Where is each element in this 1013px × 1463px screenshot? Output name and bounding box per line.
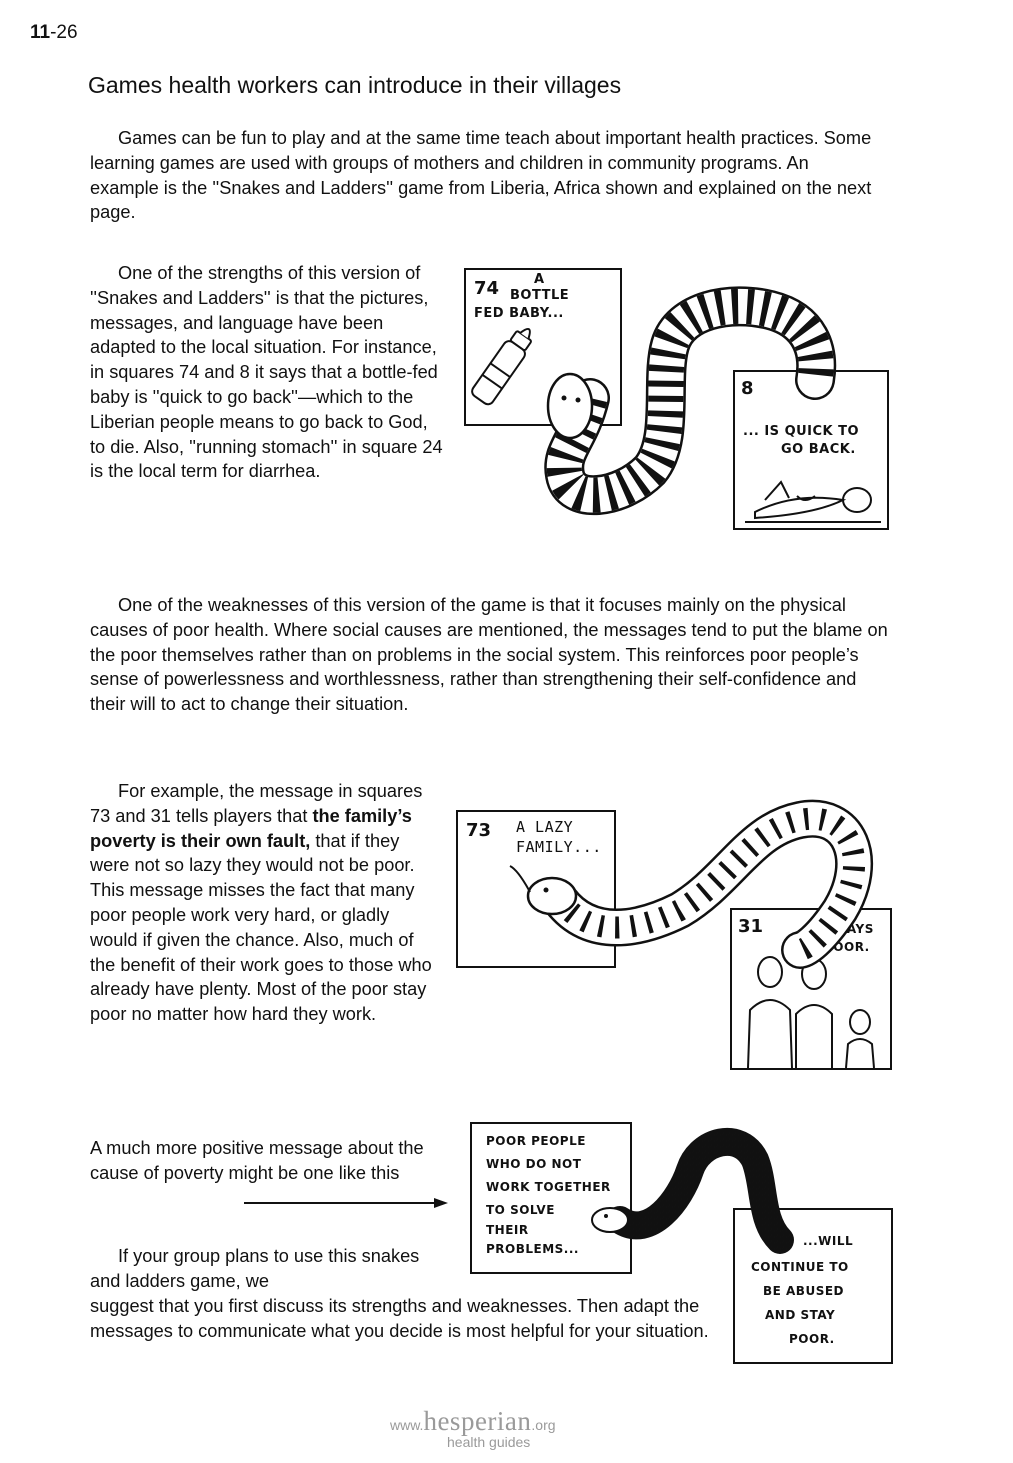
page-number: 11-26 <box>30 22 78 43</box>
caption-line: STAYS <box>830 922 874 936</box>
caption-line: POOR PEOPLE <box>486 1134 586 1148</box>
caption-line: BOTTLE <box>510 288 570 303</box>
caption-line: ... IS QUICK TO <box>743 424 860 439</box>
square-number: 8 <box>741 378 754 399</box>
caption-line: POOR. <box>789 1332 835 1346</box>
caption-line: A <box>534 272 545 287</box>
caption-line: THEIR <box>486 1223 529 1237</box>
caption-line: GO BACK. <box>781 442 856 457</box>
scaly-snake-3 <box>580 1130 840 1270</box>
striped-snake-1 <box>470 280 890 540</box>
example-paragraph: For example, the message in squares 73 and 31 tells players that the family’s poverty is their own fault, that if they were not so lazy they would not be poor. This message misses the fact that many poor people work very hard, or gladly would if given the chance. Also, much of the benefit of their work goes to those who already have plenty. Most of the poor stay poor no matter how hard they work. <box>90 781 432 1025</box>
caption-line: POOR. <box>824 940 870 954</box>
square-number: 31 <box>738 916 764 937</box>
caption-line: BE ABUSED <box>763 1284 844 1298</box>
caption-line: TO SOLVE <box>486 1203 555 1217</box>
square-number: 74 <box>474 278 500 299</box>
positive-message-paragraph: A much more positive message about the cause of poverty might be one like this <box>90 1138 424 1183</box>
caption-line: AND STAY <box>765 1308 836 1322</box>
page-title: Games health workers can introduce in their villages <box>88 72 622 98</box>
caption-line: PROBLEMS... <box>486 1242 579 1256</box>
intro-paragraph: Games can be fun to play and at the same time teach about important health practices. Some learning games are used with groups of mothers and children in community programs. An example is the ''Snakes and Ladders'' game from Liberia, Africa shown and explained on the next page. <box>90 128 872 223</box>
square-number: 73 <box>466 820 492 841</box>
arrow-right-icon <box>244 1196 464 1210</box>
caption-line: WHO DO NOT <box>486 1157 582 1171</box>
strengths-paragraph: One of the strengths of this version of ''Snakes and Ladders'' is that the pictures, messages, and language have been adapted to the local situation. For instance, in squares 74 and 8 it says that a bottle-fed baby is ''quick to go back''—which to the Liberian people means to go back to God, to die. Also, ''running stomach'' in square 24 is the local term for diarrhea. <box>90 263 443 482</box>
caption-line: FED BABY... <box>474 306 564 321</box>
zigzag-snake-2 <box>500 800 900 960</box>
closing-paragraph-a: If your group plans to use this snakes and ladders game, we <box>90 1246 420 1291</box>
caption-line: A LAZY <box>516 818 574 836</box>
weaknesses-paragraph: One of the weaknesses of this version of the game is that it focuses mainly on the physical causes of poor health. Where social causes are mentioned, the messages tend to put the blame on the poor themselves rather than on problems in the social system. This reinforces poor people’s sense of powerlessness and worthlessness, rather than strengthening their self-confidence and their will to act to change their situation. <box>90 595 888 715</box>
caption-line: FAMILY... <box>516 838 602 856</box>
closing-paragraph-b: suggest that you first discuss its strengths and weaknesses. Then adapt the messages to communicate what you decide is most helpful for your situation. <box>90 1296 709 1341</box>
caption-line: WORK TOGETHER <box>486 1180 611 1194</box>
hesperian-footer: www.hesperian.org health guides <box>390 1406 556 1450</box>
caption-line: CONTINUE TO <box>751 1260 849 1274</box>
caption-line: ...WILL <box>803 1234 854 1248</box>
